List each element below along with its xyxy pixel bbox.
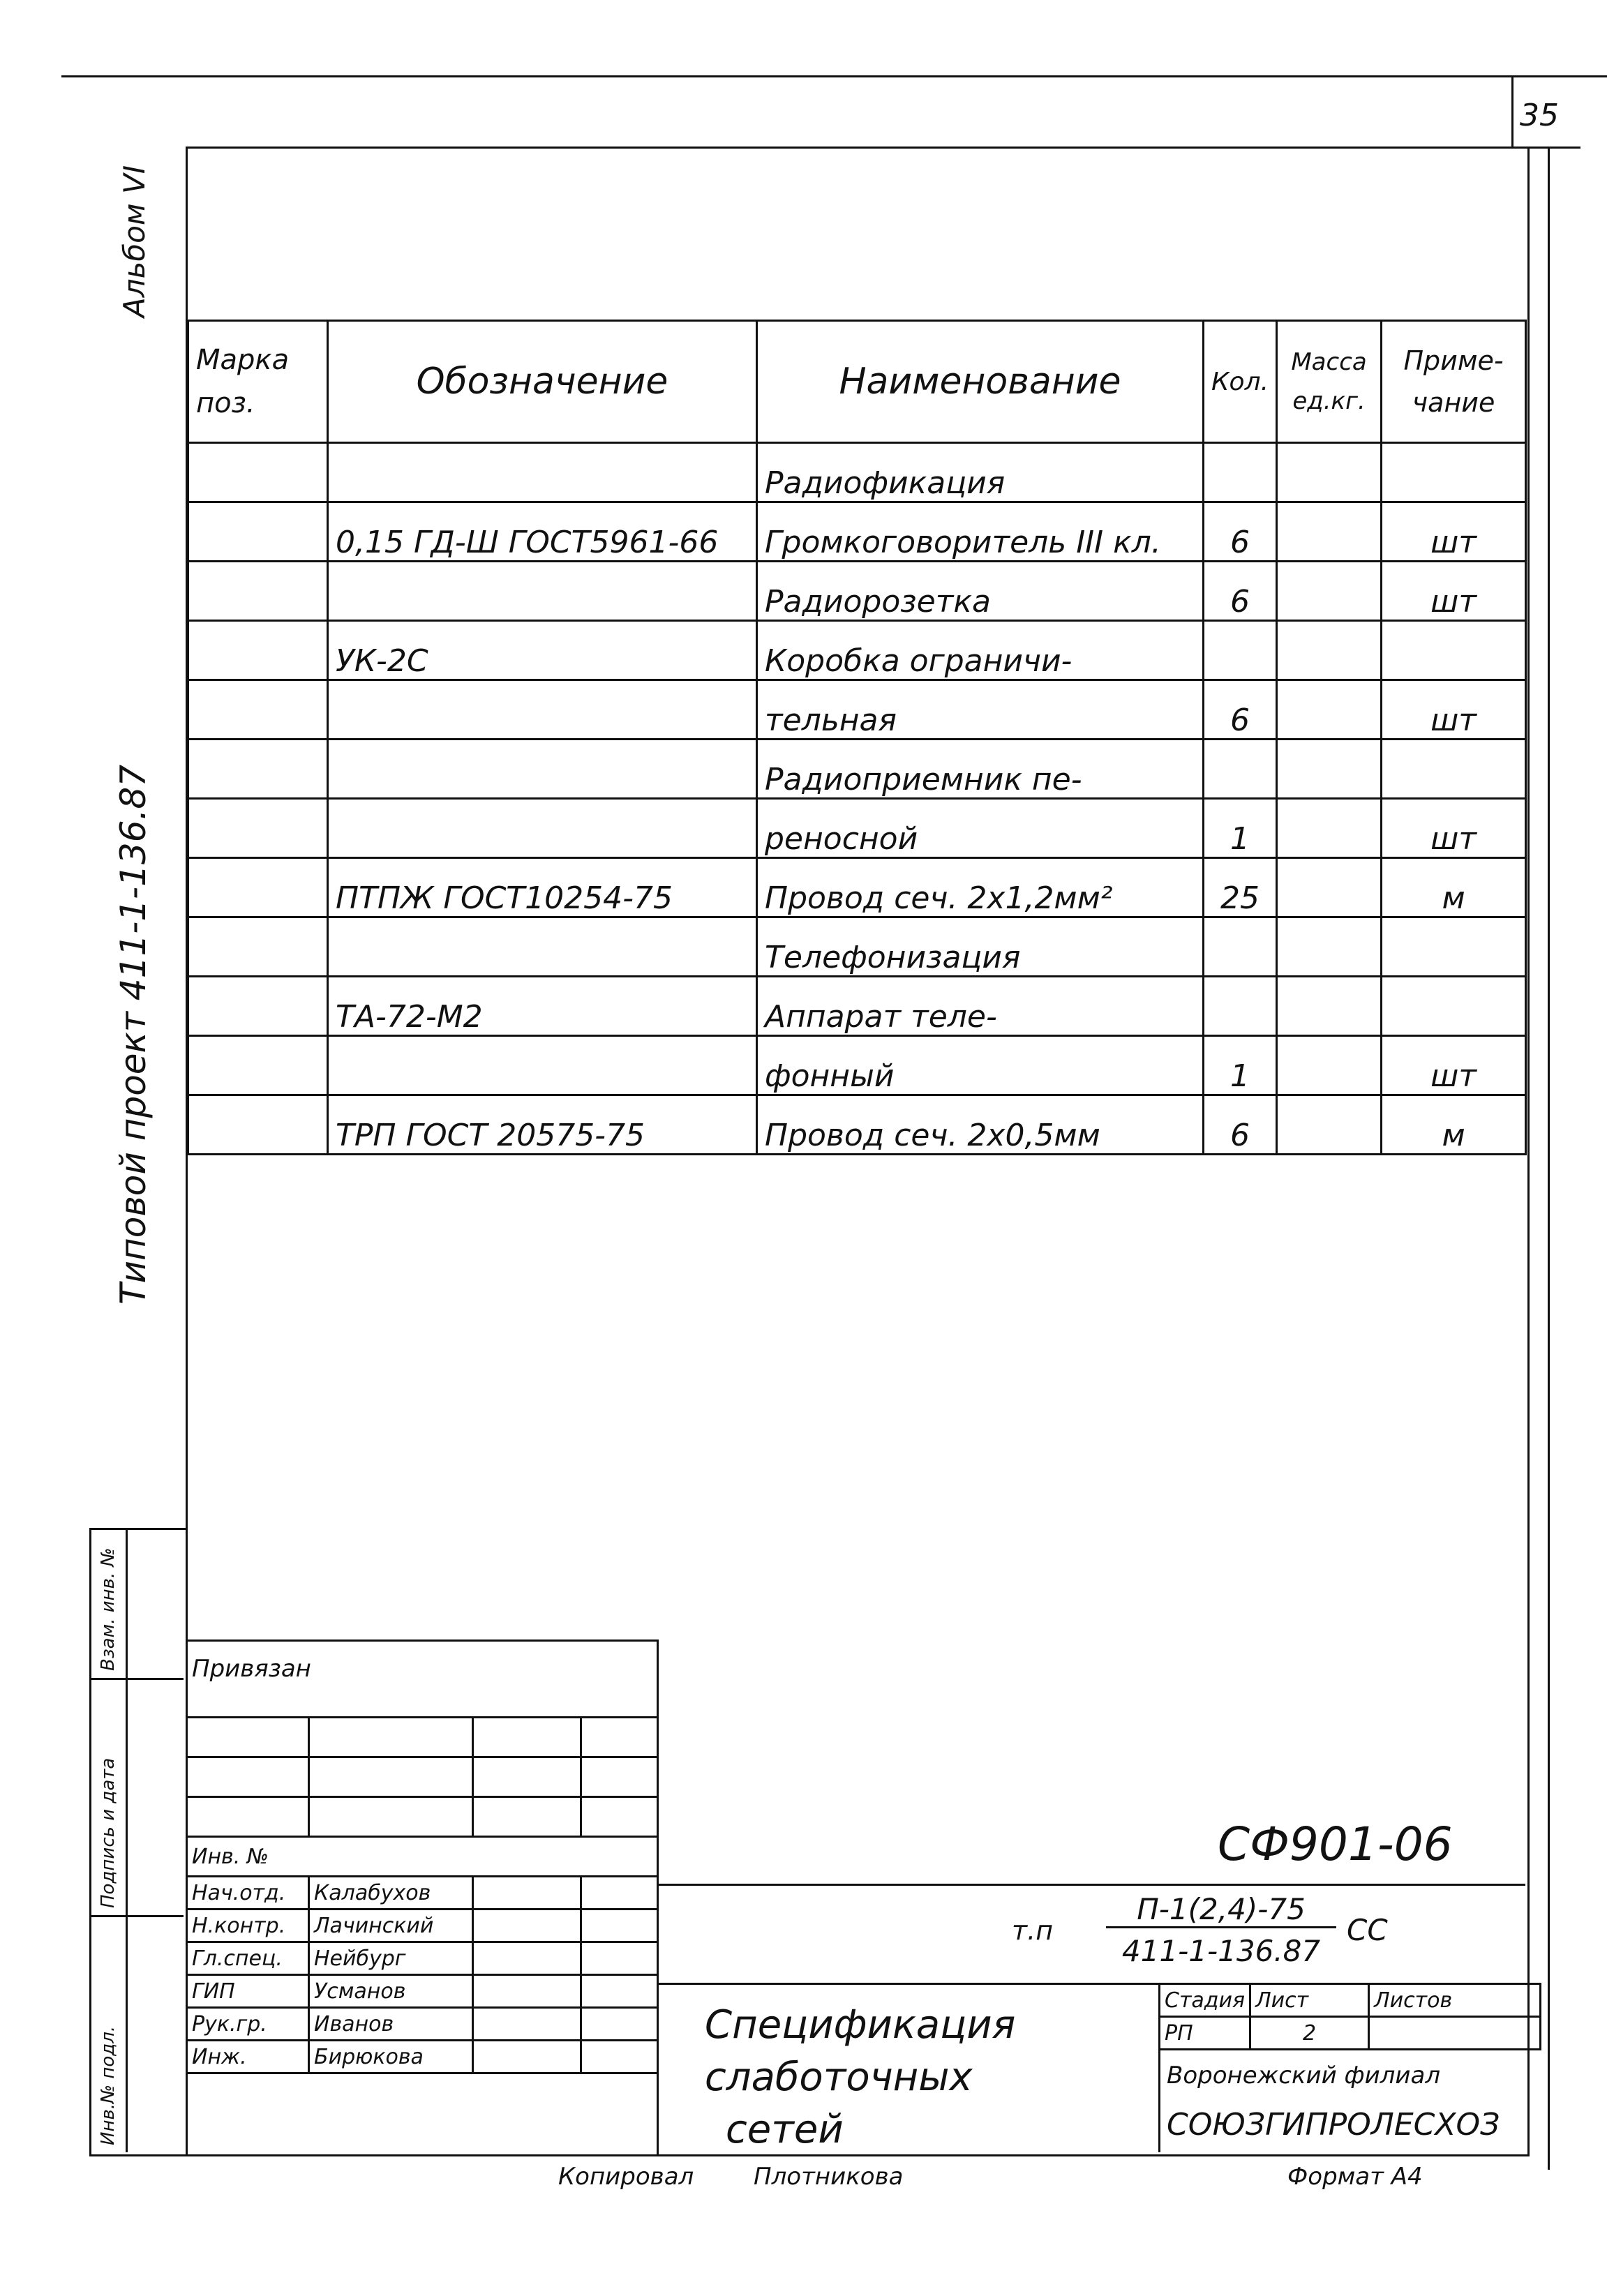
people-date [581, 1975, 658, 2008]
cell-designation [328, 740, 757, 799]
project-ref-bottom: 411-1-136.87 [1121, 1934, 1321, 1968]
inv-replace-label: Взам. инв. № [98, 1547, 119, 1671]
spec-row [188, 621, 1526, 680]
cell-mass [1277, 1095, 1382, 1155]
project-ref-top: П-1(2,4)-75 [1106, 1892, 1336, 1928]
cell-mass [1277, 562, 1382, 621]
cell-name: Радиоприемник пе- [757, 740, 1204, 799]
album-label: Альбом VI [117, 165, 151, 317]
cell-note [1382, 443, 1526, 502]
cell-name: тельная [757, 680, 1204, 740]
cell-name: Провод сеч. 2х1,2мм² [757, 858, 1204, 917]
cell-qty: 6 [1204, 502, 1277, 562]
cell-note [1382, 977, 1526, 1036]
org-line-2: СОЮЗГИПРОЛЕСХОЗ [1167, 2107, 1500, 2143]
cell-mark-pos [188, 1095, 328, 1155]
stage-label: Стадия [1160, 1984, 1250, 2017]
people-name: Усманов [309, 1975, 473, 2008]
cell-name: фонный [757, 1036, 1204, 1095]
cell-mark-pos [188, 443, 328, 502]
project-label: Типовой проект 411-1-136.87 [113, 764, 154, 1305]
cell-name: Коробка ограничи- [757, 621, 1204, 680]
cell-mass [1277, 1036, 1382, 1095]
cell-mark-pos [188, 799, 328, 858]
cell-qty: 6 [1204, 562, 1277, 621]
cell-designation [328, 1036, 757, 1095]
cell-note: шт [1382, 562, 1526, 621]
format-label: Формат А4 [1287, 2163, 1423, 2191]
cell-note [1382, 740, 1526, 799]
cell-name: Телефонизация [757, 917, 1204, 977]
cell-mass [1277, 621, 1382, 680]
margin-strip-divider [126, 1528, 128, 2152]
cell-name: Аппарат теле- [757, 977, 1204, 1036]
cell-name: Радиорозетка [757, 562, 1204, 621]
cell-note: шт [1382, 1036, 1526, 1095]
people-signature [473, 1877, 581, 1909]
cell-designation [328, 799, 757, 858]
margin-strip-sep-1 [89, 1678, 184, 1680]
cell-designation [328, 562, 757, 621]
cell-mass [1277, 740, 1382, 799]
copied-name: Плотникова [754, 2163, 904, 2191]
cell-designation: УК-2С [328, 621, 757, 680]
inv-no-label: Инв. № [187, 1837, 658, 1877]
people-row [187, 2041, 658, 2073]
spec-row [188, 799, 1526, 858]
cell-mark-pos [188, 680, 328, 740]
header-mass: Масса ед.кг. [1277, 321, 1382, 443]
stamp-top-line [657, 1884, 1525, 1886]
cell-designation [328, 443, 757, 502]
people-signature [473, 2008, 581, 2041]
cell-note [1382, 917, 1526, 977]
header-mark-pos: Марка поз. [188, 321, 328, 443]
cell-mark-pos [188, 502, 328, 562]
spec-row [188, 562, 1526, 621]
cell-designation: ТА-72-М2 [328, 977, 757, 1036]
cell-name: Громкоговоритель III кл. [757, 502, 1204, 562]
cell-mass [1277, 502, 1382, 562]
people-role: Н.контр. [187, 1909, 309, 1942]
spec-row [188, 917, 1526, 977]
people-role: ГИП [187, 1975, 309, 2008]
spec-row [188, 502, 1526, 562]
people-date [581, 2008, 658, 2041]
cell-designation: 0,15 ГД-Ш ГОСТ5961-66 [328, 502, 757, 562]
spec-row [188, 1095, 1526, 1155]
cell-mark-pos [188, 562, 328, 621]
cell-mass [1277, 443, 1382, 502]
people-name: Нейбург [309, 1942, 473, 1975]
people-signature [473, 1942, 581, 1975]
doc-title-line-2: слаботочных [705, 2055, 973, 2100]
header-qty: Кол. [1204, 321, 1277, 443]
sheet-label: Лист [1250, 1984, 1369, 2017]
cell-qty [1204, 977, 1277, 1036]
cell-designation: ТРП ГОСТ 20575-75 [328, 1095, 757, 1155]
cell-designation: ПТПЖ ГОСТ10254-75 [328, 858, 757, 917]
people-date [581, 2041, 658, 2073]
spec-row [188, 740, 1526, 799]
cell-mark-pos [188, 917, 328, 977]
cell-name: реносной [757, 799, 1204, 858]
cell-qty: 25 [1204, 858, 1277, 917]
people-date [581, 1942, 658, 1975]
doc-code: СФ901-06 [1218, 1817, 1453, 1871]
people-row [187, 1942, 658, 1975]
project-ref-suffix: СС [1347, 1913, 1388, 1947]
people-name: Калабухов [309, 1877, 473, 1909]
spec-row [188, 858, 1526, 917]
cell-qty: 6 [1204, 1095, 1277, 1155]
cell-qty: 1 [1204, 799, 1277, 858]
people-role: Гл.спец. [187, 1942, 309, 1975]
top-edge-line [61, 75, 1607, 77]
sheets-value [1369, 2017, 1541, 2050]
people-date [581, 1877, 658, 1909]
doc-title-line-3: сетей [726, 2107, 844, 2152]
cell-note [1382, 621, 1526, 680]
cell-mark-pos [188, 1036, 328, 1095]
cell-note: шт [1382, 799, 1526, 858]
cell-mass [1277, 799, 1382, 858]
cell-mark-pos [188, 977, 328, 1036]
sheet-value: 2 [1250, 2017, 1369, 2050]
privyazan-label: Привязан [192, 1655, 311, 1683]
doc-title-line-1: Спецификация [705, 2002, 1016, 2048]
copied-label: Копировал [558, 2163, 694, 2191]
cell-name: Радиофикация [757, 443, 1204, 502]
stage-value: РП [1160, 2017, 1250, 2050]
cell-note: м [1382, 858, 1526, 917]
people-name: Лачинский [309, 1909, 473, 1942]
stage-sheet-table [1158, 1983, 1541, 2050]
cell-mark-pos [188, 858, 328, 917]
specification-table [187, 320, 1527, 1155]
spec-row [188, 680, 1526, 740]
people-date [581, 1909, 658, 1942]
spec-row [188, 1036, 1526, 1095]
cell-name: Провод сеч. 2х0,5мм [757, 1095, 1204, 1155]
cell-qty: 1 [1204, 1036, 1277, 1095]
project-ref-prefix: т.п [1012, 1915, 1054, 1946]
people-stamp-table [186, 1716, 659, 2074]
org-line-1: Воронежский филиал [1167, 2062, 1441, 2089]
cell-qty [1204, 443, 1277, 502]
people-name: Иванов [309, 2008, 473, 2041]
cell-qty [1204, 621, 1277, 680]
people-signature [473, 1909, 581, 1942]
people-row [187, 1909, 658, 1942]
inv-orig-label: Инв.№ подл. [98, 2025, 119, 2145]
cell-qty [1204, 917, 1277, 977]
cell-mass [1277, 977, 1382, 1036]
header-name: Наименование [757, 321, 1204, 443]
cell-note: м [1382, 1095, 1526, 1155]
header-designation: Обозначение [328, 321, 757, 443]
sign-date-label: Подпись и дата [98, 1757, 119, 1908]
cell-mark-pos [188, 740, 328, 799]
cell-qty: 6 [1204, 680, 1277, 740]
cell-qty [1204, 740, 1277, 799]
spec-row [188, 443, 1526, 502]
cell-note: шт [1382, 502, 1526, 562]
spec-row [188, 977, 1526, 1036]
people-role: Инж. [187, 2041, 309, 2073]
people-row [187, 2008, 658, 2041]
cell-mark-pos [188, 621, 328, 680]
people-row [187, 1877, 658, 1909]
people-signature [473, 1975, 581, 2008]
cell-designation [328, 917, 757, 977]
header-note: Приме- чание [1382, 321, 1526, 443]
people-name: Бирюкова [309, 2041, 473, 2073]
people-signature [473, 2041, 581, 2073]
cell-mass [1277, 680, 1382, 740]
people-role: Рук.гр. [187, 2008, 309, 2041]
spec-header-row [188, 321, 1526, 443]
cell-designation [328, 680, 757, 740]
cell-mass [1277, 858, 1382, 917]
margin-strip-sep-2 [89, 1915, 184, 1917]
people-row [187, 1975, 658, 2008]
cell-mass [1277, 917, 1382, 977]
people-role: Нач.отд. [187, 1877, 309, 1909]
right-edge-line [1548, 147, 1550, 2170]
page-number: 35 [1520, 98, 1559, 133]
cell-note: шт [1382, 680, 1526, 740]
sheets-label: Листов [1369, 1984, 1541, 2017]
